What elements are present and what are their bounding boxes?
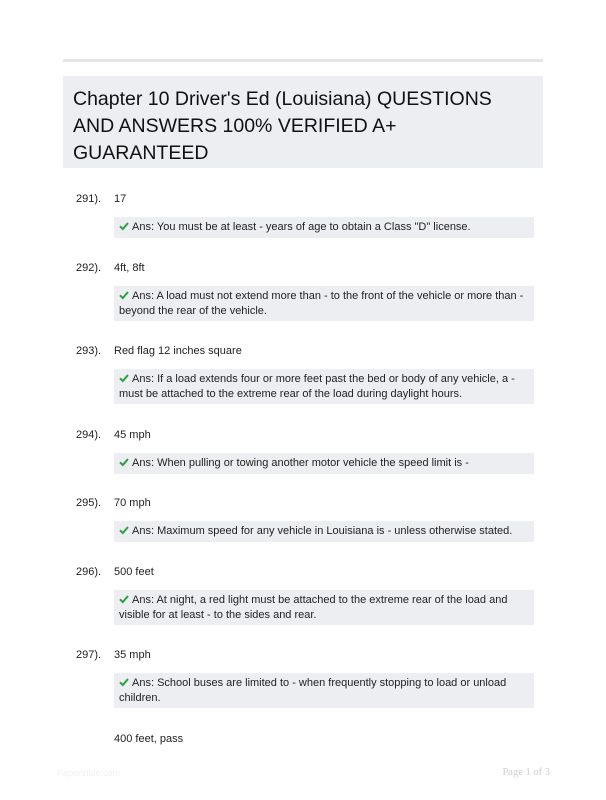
top-divider	[63, 59, 543, 62]
question-number: 294).	[76, 429, 102, 441]
question-number: 291).	[76, 193, 102, 205]
answer-text: Ans: A load must not extend more than - to the front of the vehicle or more than - beyond the rear of the vehicle.	[119, 290, 524, 317]
question-text: Red flag 12 inches square	[114, 345, 242, 357]
check-icon	[119, 373, 129, 383]
question-text: 35 mph	[114, 649, 151, 661]
answer-text: Ans: When pulling or towing another motor vehicle the speed limit is -	[132, 457, 469, 469]
check-icon	[119, 677, 129, 687]
question-text: 400 feet, pass	[114, 733, 184, 745]
answer-text: Ans: At night, a red light must be attached to the extreme rear of the load and visible for at least - to the sides and rear.	[119, 594, 508, 621]
question-text: 500 feet	[114, 566, 154, 578]
document-title: Chapter 10 Driver's Ed (Louisiana) QUESTIONS AND ANSWERS 100% VERIFIED A+ GUARANTEED	[73, 88, 492, 164]
check-icon	[119, 594, 129, 604]
question-text: 45 mph	[114, 429, 151, 441]
question-number: 293).	[76, 345, 102, 357]
question-text: 17	[114, 193, 127, 205]
answer-box	[114, 369, 534, 404]
answer-box	[114, 590, 534, 625]
answer-text: Ans: Maximum speed for any vehicle in Louisiana is - unless otherwise stated.	[132, 525, 513, 537]
check-icon	[119, 525, 129, 535]
question-text: 4ft, 8ft	[114, 262, 145, 274]
question-number: 295).	[76, 497, 102, 509]
check-icon	[119, 221, 129, 231]
answer-box	[114, 673, 534, 708]
answer-box	[114, 453, 534, 474]
footer-watermark: Papertrible.com	[57, 768, 121, 778]
answer-box	[114, 217, 534, 238]
page-indicator: Page 1 of 3	[502, 767, 550, 778]
answer-text: Ans: School buses are limited to - when frequently stopping to load or unload children.	[119, 677, 507, 704]
answer-box	[114, 521, 534, 542]
question-number: 292).	[76, 262, 102, 274]
answer-box	[114, 286, 534, 321]
answer-text: Ans: You must be at least - years of age to obtain a Class "D" license.	[132, 221, 471, 233]
question-text: 70 mph	[114, 497, 151, 509]
title-panel	[63, 76, 543, 168]
question-number: 297).	[76, 649, 102, 661]
answer-text: Ans: If a load extends four or more feet past the bed or body of any vehicle, a - must be attached to the extreme rear of the load during daylight hours.	[119, 373, 515, 400]
check-icon	[119, 290, 129, 300]
check-icon	[119, 457, 129, 467]
question-number: 296).	[76, 566, 102, 578]
